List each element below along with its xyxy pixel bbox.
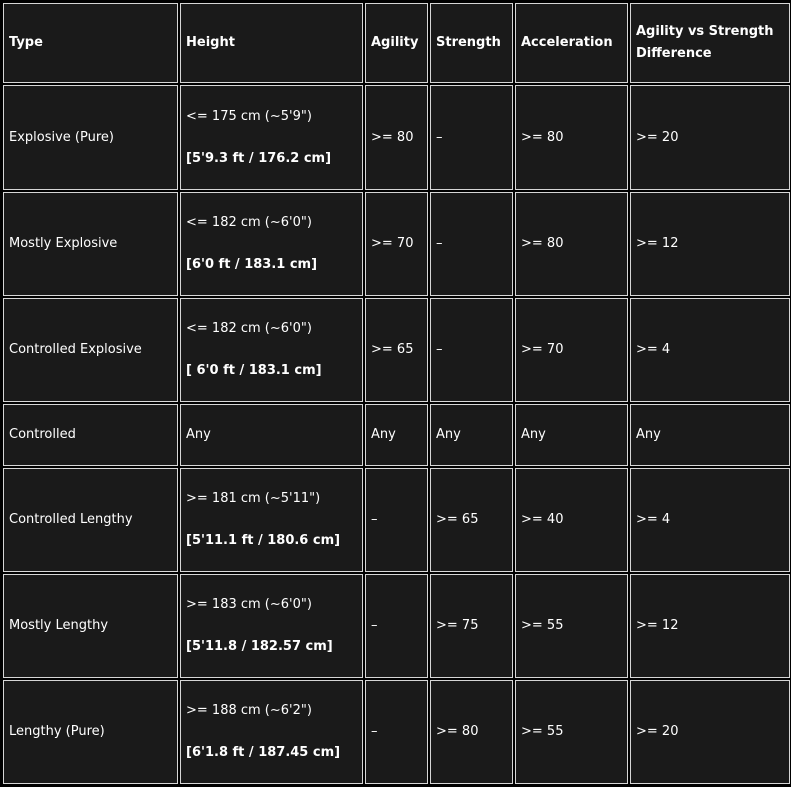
header-type: Type <box>3 3 178 83</box>
height-range: <= 182 cm (~6'0") <box>186 321 312 337</box>
cell-type: Explosive (Pure) <box>3 85 178 190</box>
cell-type: Controlled Lengthy <box>3 468 178 572</box>
cell-agility: – <box>365 680 428 784</box>
cell-acceleration: >= 80 <box>515 85 628 190</box>
cell-agility: >= 80 <box>365 85 428 190</box>
attributes-table <box>1 1 791 786</box>
height-range: >= 183 cm (~6'0") <box>186 596 312 612</box>
height-conversion: [5'11.8 / 182.57 cm] <box>186 638 333 654</box>
table-row <box>3 468 790 572</box>
cell-strength: – <box>430 85 513 190</box>
header-agility: Agility <box>365 3 428 83</box>
cell-height: Any <box>180 404 363 465</box>
cell-acceleration: Any <box>515 404 628 465</box>
cell-agility: – <box>365 468 428 572</box>
cell-strength: – <box>430 298 513 402</box>
cell-acceleration: >= 55 <box>515 574 628 678</box>
cell-difference: >= 20 <box>630 85 790 190</box>
table-row <box>3 298 790 402</box>
cell-difference: >= 4 <box>630 468 790 572</box>
cell-difference: >= 20 <box>630 680 790 784</box>
cell-height <box>180 574 363 678</box>
cell-type: Mostly Explosive <box>3 192 178 296</box>
cell-type: Controlled <box>3 404 178 465</box>
header-difference: Agility vs Strength Difference <box>630 3 790 83</box>
height-conversion: [ 6'0 ft / 183.1 cm] <box>186 363 322 379</box>
cell-agility: >= 70 <box>365 192 428 296</box>
cell-acceleration: >= 40 <box>515 468 628 572</box>
table-row <box>3 85 790 190</box>
cell-height <box>180 680 363 784</box>
cell-strength: >= 80 <box>430 680 513 784</box>
height-range: >= 188 cm (~6'2") <box>186 702 312 718</box>
table-header-row <box>3 3 790 83</box>
cell-type: Lengthy (Pure) <box>3 680 178 784</box>
height-range: <= 175 cm (~5'9") <box>186 108 312 124</box>
cell-strength: – <box>430 192 513 296</box>
header-height: Height <box>180 3 363 83</box>
cell-acceleration: >= 70 <box>515 298 628 402</box>
cell-difference: >= 4 <box>630 298 790 402</box>
cell-difference: >= 12 <box>630 192 790 296</box>
cell-acceleration: >= 55 <box>515 680 628 784</box>
height-conversion: [5'11.1 ft / 180.6 cm] <box>186 532 341 548</box>
cell-height <box>180 298 363 402</box>
height-range: <= 182 cm (~6'0") <box>186 215 312 231</box>
cell-height <box>180 468 363 572</box>
header-strength: Strength <box>430 3 513 83</box>
cell-type: Mostly Lengthy <box>3 574 178 678</box>
cell-strength: Any <box>430 404 513 465</box>
cell-difference: Any <box>630 404 790 465</box>
cell-acceleration: >= 80 <box>515 192 628 296</box>
table-row <box>3 192 790 296</box>
cell-type: Controlled Explosive <box>3 298 178 402</box>
cell-agility: Any <box>365 404 428 465</box>
cell-height <box>180 85 363 190</box>
cell-agility: >= 65 <box>365 298 428 402</box>
height-range: >= 181 cm (~5'11") <box>186 490 321 506</box>
table-row <box>3 574 790 678</box>
cell-difference: >= 12 <box>630 574 790 678</box>
cell-strength: >= 75 <box>430 574 513 678</box>
height-conversion: [6'0 ft / 183.1 cm] <box>186 257 318 273</box>
cell-strength: >= 65 <box>430 468 513 572</box>
header-acceleration: Acceleration <box>515 3 628 83</box>
cell-height <box>180 192 363 296</box>
height-conversion: [5'9.3 ft / 176.2 cm] <box>186 150 332 166</box>
table-row <box>3 680 790 784</box>
table-row <box>3 404 790 465</box>
height-conversion: [6'1.8 ft / 187.45 cm] <box>186 744 341 760</box>
cell-agility: – <box>365 574 428 678</box>
